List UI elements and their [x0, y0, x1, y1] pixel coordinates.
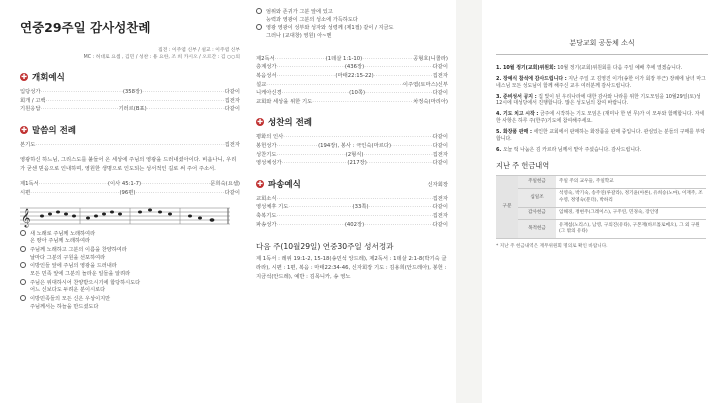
- table-row: 구분 주일헌금 주일 주의 교우들, 주일학교: [496, 176, 706, 188]
- lyric-line: 날마다 그분의 구원을 선포하여라: [30, 254, 106, 261]
- news-title: 분당교회 공동체 소식: [569, 39, 635, 47]
- lyric-line: 이방인들 앞에 주님의 영광을 드러내라: [20, 262, 240, 271]
- lyric-line: 온 땅아 주님께 노래하여라: [30, 238, 91, 245]
- next-week-title: 다음 주(10월29일) 연중30주일 성서정과: [256, 242, 394, 252]
- lyric-line: 영광 영광이 성부와 성자와 성령께 (제1절) 같이 / 지금도: [256, 24, 448, 33]
- news-item: 3. 준비성서 공지 : 집 빛이 된 우리나라에 대한 감사와 나라를 위한 기도모임을 10월29일(토)성 12시에 대성당에서 진행합니다. 많은 성도님의 참여 바랍니다.: [496, 93, 701, 107]
- list-item: 회개 / 고백 ····· 집전자: [20, 97, 240, 106]
- list-item: 축복기도 ····· 집전자: [256, 212, 448, 221]
- offering-note: * 지난 주 헌금내역은 재무위원회 명의로 확인 바랍니다.: [496, 243, 608, 249]
- news-item: 1. 10월 정기(교회)위원회: 10월 정기(교회)위원회를 다음 주일 예배 후에 열겠습니다.: [496, 65, 683, 71]
- list-item: 봉헌성가 ····· (194장), 봉사 : 극인숙(마르다) ····· 다같이: [256, 142, 448, 151]
- list-item: 설교 ····· 이주엽(토마스)신부: [256, 81, 448, 90]
- section-word: [20, 124, 240, 136]
- cross-icon: ✚: [257, 118, 263, 127]
- eucharist-list: [256, 133, 448, 167]
- list-item: 시편 ····· (96편) ····· 다같이: [20, 189, 240, 198]
- list-item: 복음성서 ····· (마태22:15-22) ····· 집전자: [256, 72, 448, 81]
- lyric-line: 능력과 영광이 그분의 성소에 가득하도다: [266, 16, 358, 23]
- section-eucharist-label: 성찬의 전례: [268, 118, 313, 129]
- church-news-panel: [482, 0, 720, 403]
- section-eucharist: [256, 116, 448, 128]
- lyric-line: 주님께 노래하고 그분의 이름을 찬양하여라: [20, 246, 240, 255]
- list-item: 기원응답 ····· 기러르(B표) ····· 다같이: [20, 105, 240, 114]
- music-staff: [20, 202, 230, 228]
- section-dismissal-label: 파송예식: [268, 179, 301, 190]
- lyric-line: 이방민족들의 모든 신은 우상이지만: [20, 295, 240, 304]
- list-item: 성찬기도 ····· (2형식) ····· 집전자: [256, 151, 448, 160]
- list-item: 평화의 인사 ····· 다같이: [256, 133, 448, 142]
- cross-icon: ✚: [257, 179, 263, 188]
- list-item: 영성체후 기도 ····· (33쪽) ····· 다같이: [256, 203, 448, 212]
- news-item: 5. 화장품 판매 : 세인한 교회에서 판매하는 화장품을 판매 중입니다. 관심있는 분들의 구매를 부탁합니다.: [496, 129, 705, 142]
- section-dismissal: [256, 178, 448, 190]
- list-item: 니케아신경 ····· (10쪽) ····· 다같이: [256, 89, 448, 98]
- news-item: 6. 오늘 떡 나눔은 김 카르라 님께서 맡아 주셨습니다. 감사드립니다.: [496, 146, 642, 153]
- list-item: 제1독서 ····· (이사 45:1-7) ····· 문희숙(요셉): [20, 180, 240, 189]
- list-item: 교회소식 ····· 집전자: [256, 195, 448, 204]
- cross-icon: ✚: [21, 125, 27, 134]
- order-of-service-left: [0, 0, 248, 403]
- credits-line1: 집전 : 이주엽 신부 / 설교 : 이주엽 신부: [158, 48, 240, 53]
- list-item: 층계성가 ····· (436장) ····· 다같이: [256, 63, 448, 72]
- list-item: 제2독서 ····· (1데살 1:1-10) ····· 공형호(니콜라): [256, 55, 448, 64]
- next-week-body: 제 1독서 : 레위 19:1-2, 15-18(송민석 앙드레), 제2독서 : 1데살 2:1-8(박기숙 클라라), 시편 : 1편, 복음 : 마태22:34-46, 신자회장 기도 : 김용희(안드레아), 봉헌 : 지금석(안드레), 예반 : 김목니카, 송 영노: [256, 256, 447, 281]
- lyric-line: 그러나 (교대창) 영원) 아~멘: [266, 33, 332, 40]
- news-list: [496, 65, 708, 153]
- offering-group: 구분: [496, 176, 518, 238]
- table-row: 감사헌금 임해경, 정현주(그레이스), 구주연, 민경숙, 장인영: [496, 207, 706, 219]
- news-item: 2. 장예식 참석에 감사드립니다 : 지난 주일 고 김영진 이가(송한 이가 회장 부근) 장례에 남녀 마그네스님 모든 성도님이 함께 해주신 교우 여러분께 감사드립니다.: [496, 76, 706, 89]
- list-item: 파송성가 ····· (402장) ····· 다같이: [256, 221, 448, 230]
- section-opening-label: 개회예식: [32, 73, 65, 84]
- lyric-line: 엄위와 존귀가 그분 앞에 있고: [256, 8, 448, 17]
- table-row: 십일조 석영숙, 박기숙, 송주연(루갈라), 정기윤(아론), 유희승(노마), 이재주, 조수영, 정영숙(분더), 박하리: [496, 188, 706, 207]
- lyric-line: 어느 신보다도 두려운 분이시로다: [30, 287, 106, 294]
- order-of-service-middle: [248, 0, 456, 403]
- list-item: 교회와 세상을 위한 기도 ····· 차정숙(마리아): [256, 98, 448, 107]
- dismissal-note: 신자회장: [427, 181, 448, 188]
- page-title: 연중29주일 감사성찬례: [20, 20, 151, 35]
- cross-icon: ✚: [21, 73, 27, 82]
- svg-text:𝄞: 𝄞: [21, 207, 31, 227]
- news-item: 4. 기도 치고 시작 : 금주에 시작하는 기도 모임은 (재미나 한 번 무)가 이 모두와 함께합니다. 자세한 사항은 하루 주(한주)기도에 참여해주세요.: [496, 111, 705, 125]
- list-item: 영성체성가 ····· (217장) ····· 다같이: [256, 159, 448, 168]
- lyric-line: 주님께서는 하늘을 만드셨도다: [30, 303, 99, 310]
- section-word-label: 말씀의 전례: [32, 125, 77, 136]
- opening-list: [20, 88, 240, 114]
- dismissal-list: [256, 195, 448, 229]
- offering-table: [496, 175, 706, 238]
- lyric-line: 모든 민족 앞에 그분의 놀라운 일들을 알려라: [30, 271, 131, 278]
- table-row: 목적헌금 유재섭(노리스), 남영, 구의진(유타), 구본재(바르톨로메오), 그 외 구원(그 밖의 유타): [496, 220, 706, 239]
- list-item: 입당성가 ····· (358장) ····· 다같이: [20, 88, 240, 97]
- lyric-line: 새 노래로 주님께 노래하여라: [20, 230, 240, 239]
- psalm-lyrics: [20, 230, 240, 312]
- collect-text: 영광하신 하느님, 그리스도를 붙들어 온 세상에 주님의 영광을 드러내셨아이다. 비옵나니, 우리가 굳센 믿음으로 인내하며, 영원한 생명으로 인도되는 성서적인 길로 써 주어 주소서.: [20, 156, 237, 172]
- lyric-line: 주님은 위대하시어 찬양받으시기에 합당하시도다: [20, 279, 240, 288]
- credits-line2: MC : 허대로 요셉 , 김민 / 성찬 : 용 요한, 조 희 카시오 / 오르간 : 김 ○○의: [83, 54, 240, 60]
- word-list-2: [256, 55, 448, 107]
- section-opening: [20, 71, 240, 83]
- offering-title: 지난 주 헌금내역: [496, 161, 550, 171]
- list-item: 본기도 ····· 집전자: [20, 141, 240, 150]
